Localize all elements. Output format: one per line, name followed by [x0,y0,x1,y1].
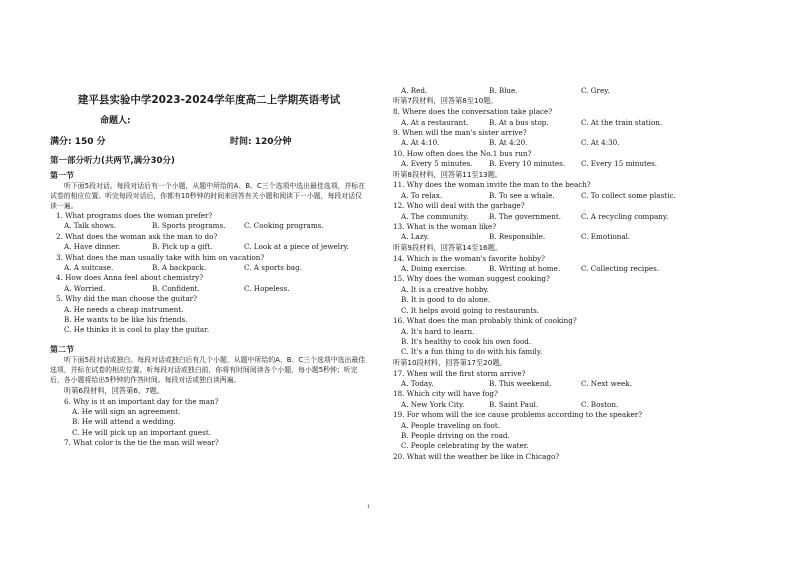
question-16: 16. What does the man probably think of cooking? [393,316,577,326]
q8-option-c: C. At the train station. [581,117,663,127]
q10-option-b: B. Every 10 minutes. [489,159,566,169]
page-number: 1 [367,504,371,510]
question-13: 13. What is the woman like? [393,222,497,232]
question-11: 11. Why does the woman invite the man to the beach? [393,180,591,190]
section2-instructions: 听下面5段对话或独白。每段对话或独白后有几个小题，从题中所给的A、B、C三个选项中选出最佳选项，并标在试卷的相应位置。听每段对话或独白前，你将有时间阅读各个小题，每小题5秒钟；听完后，各小题将给出5秒钟的作答时间。每段对话或独白读两遍。 [50,355,366,384]
q2-option-c: C. Look at a piece of jewelry. [244,242,349,252]
q2-option-a: A. Have dinner. [64,242,121,252]
question-3: 3. What does the man usually take with him on vacation? [56,252,265,262]
material-8-header: 听第8段材料，回答第11至13题。 [393,169,503,179]
q16-option-c: C. It's a fun thing to do with his family. [401,347,543,357]
q11-option-b: B. To see a whale. [489,190,555,200]
q8-option-a: A. At a restaurant. [401,117,469,127]
q12-option-c: C. A recycling company. [581,211,669,221]
q7-options [401,86,743,96]
question-4: 4. How does Anna feel about chemistry? [56,273,204,283]
question-18: 18. Which city will have fog? [393,389,498,399]
q17-options [401,379,743,389]
q9-option-b: B. At 4:20. [489,138,528,148]
q19-option-b: B. People driving on the road. [401,430,510,440]
exam-time: 时间: 120分钟 [230,137,292,147]
exam-title: 建平县实验中学2023-2024学年度高二上学期英语考试 [77,94,341,106]
q3-option-c: C. A sports bag. [244,263,302,273]
q18-option-b: B. Saint Paul. [489,399,539,409]
q2-option-b: B. Pick up a gift. [152,242,213,252]
q5-option-a: A. He needs a cheap instrument. [64,304,184,314]
q3-options [64,263,368,273]
q11-option-c: C. To collect some plastic. [581,190,676,200]
question-8: 8. Where does the conversation take place? [393,107,553,117]
q3-option-a: A. A suitcase. [64,263,114,273]
q17-option-a: A. Today. [401,378,434,388]
section2-title: 第二节 [50,344,74,354]
q6-option-c: C. He will pick up an important guest. [72,427,212,437]
q15-option-a: A. It is a creative hobby. [401,284,489,294]
material-6-header: 听第6段材料，回答第6、7题。 [64,385,164,395]
q4-options [64,284,368,294]
q13-options [401,232,743,242]
q10-option-a: A. Every 5 minutes. [401,159,473,169]
q13-option-b: B. Responsible. [489,232,546,242]
q17-option-c: C. Next week. [581,378,632,388]
question-2: 2. What does the woman ask the man to do? [56,231,218,241]
q14-option-b: B. Writing at home. [489,264,561,274]
q12-options [401,212,743,222]
q3-option-b: B. A backpack. [152,263,207,273]
q9-options [401,138,743,148]
q4-option-c: C. Hopeless. [244,283,290,293]
q7-option-a: A. Red. [401,86,428,95]
score-time-row [50,134,368,148]
question-1: 1. What programs does the woman prefer? [56,211,213,220]
material-7-header: 听第7段材料，回答第8至10题。 [393,96,498,106]
question-17: 17. When will the first storm arrive? [393,368,526,378]
q1-options [64,221,368,231]
q19-option-a: A. People traveling on foot. [401,420,501,430]
q9-option-c: C. At 4:30. [581,138,620,148]
q8-option-b: B. At a bus stop. [489,117,549,127]
question-6: 6. Why is it an important day for the man? [64,396,219,406]
part1-title: 第一部分听力(共两节,满分30分) [50,156,175,166]
q16-option-a: A. It's hard to learn. [401,326,475,336]
setter-label: 命题人: [100,116,131,126]
q7-option-c: C. Grey. [581,86,610,95]
q4-option-b: B. Confident. [152,283,200,293]
q5-option-b: B. He wants to be like his friends. [64,315,188,325]
left-column [50,86,368,449]
material-9-header: 听第9段材料，回答第14至16题。 [393,242,503,252]
material-10-header: 听第10段材料，回答第17至20题。 [393,357,507,367]
q11-option-a: A. To relax. [401,190,443,200]
q1-option-c: C. Cooking programs. [244,221,324,231]
q18-options [401,400,743,410]
q5-option-c: C. He thinks it is cool to play the guitar. [64,325,210,335]
question-14: 14. Which is the woman's favorite hobby? [393,253,546,263]
q16-option-b: B. It's healthy to cook his own food. [401,336,532,346]
question-12: 12. Who will deal with the garbage? [393,201,525,211]
q18-option-c: C. Boston. [581,399,619,409]
q14-options [401,264,743,274]
q6-option-a: A. He will sign an agreement. [72,407,181,417]
q1-option-a: A. Talk shows. [64,221,116,231]
question-9: 9. When will the man's sister arrive? [393,128,527,138]
q17-option-b: B. This weekend. [489,378,552,388]
question-15: 15. Why does the woman suggest cooking? [393,274,550,284]
q7-option-b: B. Blue. [489,86,518,95]
q12-option-b: B. The government. [489,211,561,221]
right-column [393,86,743,462]
q19-option-c: C. People celebrating by the water. [401,441,529,451]
q13-option-a: A. Lazy. [401,232,429,242]
question-5: 5. Why did the man choose the guitar? [56,294,197,304]
full-score: 满分: 150 分 [50,137,106,147]
question-20: 20. What will the weather be like in Chicago? [393,451,560,461]
section1-title: 第一节 [50,171,74,180]
q1-option-b: B. Sports programs. [152,221,226,231]
q18-option-a: A. New York City. [401,399,465,409]
q13-option-c: C. Emotional. [581,232,631,242]
q6-option-b: B. He will attend a wedding. [72,417,176,427]
question-7: 7. What color is the tie the man will wear? [64,438,219,448]
question-10: 10. How often does the No.1 bus run? [393,148,532,158]
q4-option-a: A. Worried. [64,283,106,293]
q15-option-b: B. It is good to do alone. [401,295,491,305]
section1-questions [50,211,368,336]
q10-options [401,159,743,169]
q12-option-a: A. The community. [401,211,469,221]
q8-options [401,118,743,128]
q14-option-c: C. Collecting recipes. [581,264,660,274]
q14-option-a: A. Doing exercise. [401,264,468,274]
q10-option-c: C. Every 15 minutes. [581,159,658,169]
question-19: 19. For whom will the ice cause problems according to the speaker? [393,410,643,420]
q11-options [401,191,743,201]
q9-option-a: A. At 4:10. [401,138,440,148]
q15-option-c: C. It helps avoid going to restaurants. [401,305,540,315]
section1-instructions: 听下面5段对话。每段对话后有一个小题，从题中所给的A、B、C三个选项中选出最佳选项，并标在试卷的相应位置。听完每段对话后，你都有10秒钟的时间来回答有关小题和阅读下一小题，每段对话仅读一遍。 [50,182,366,210]
q2-options [64,242,368,252]
